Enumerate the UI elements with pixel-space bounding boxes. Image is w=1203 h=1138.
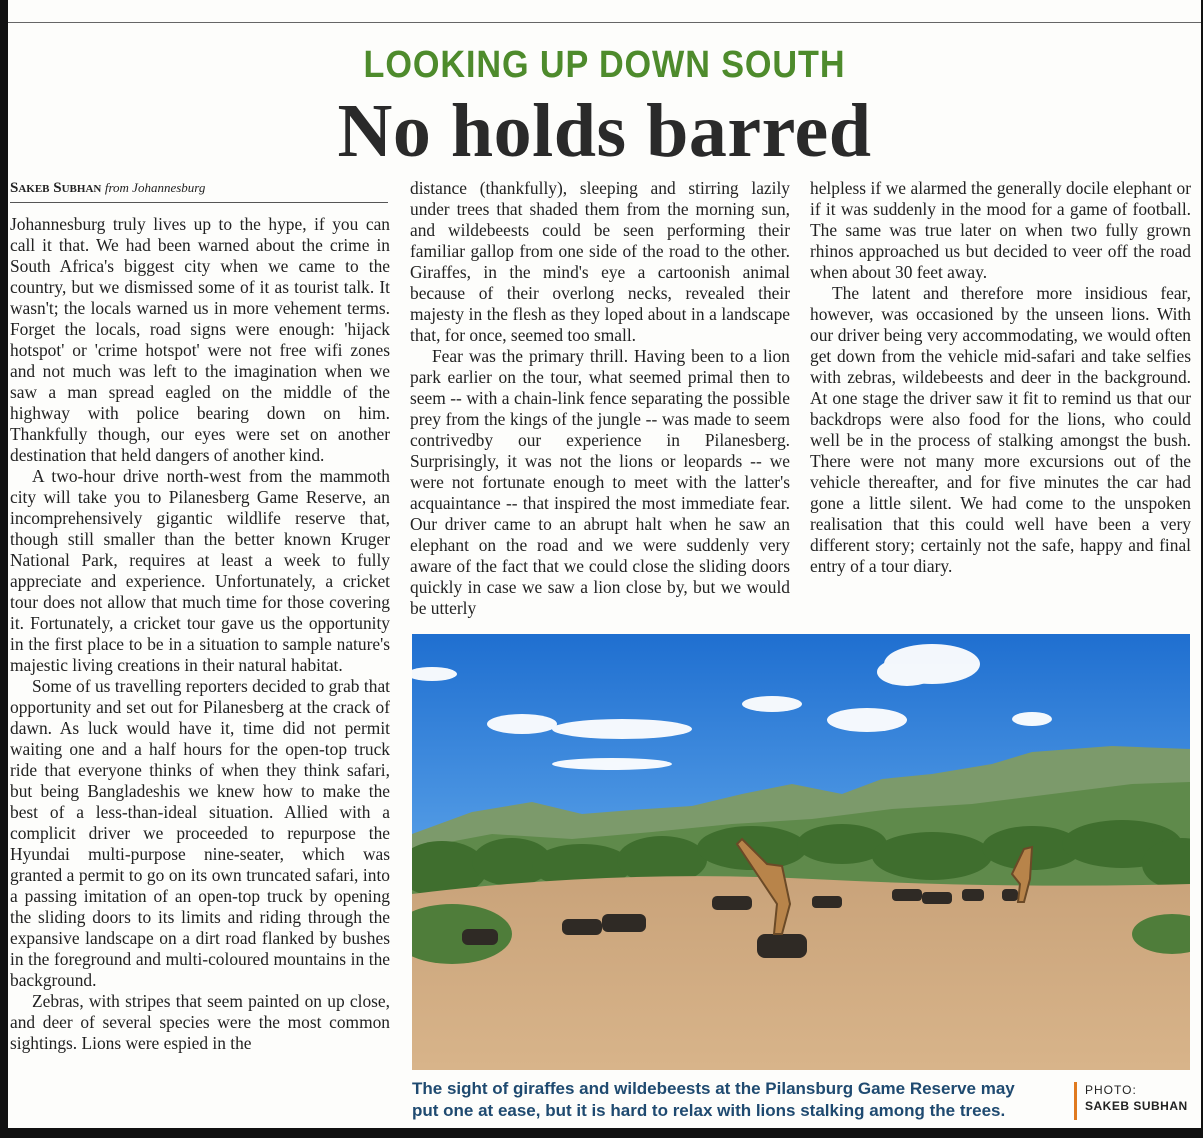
photo-credit-label: PHOTO: xyxy=(1085,1083,1137,1097)
newspaper-page xyxy=(8,0,1201,1128)
paragraph: helpless if we alarmed the generally docile elephant or if it was suddenly in the mood for a game of football. The same was true later on when two fully grown rhinos approached us but decided to veer off the road when about 30 feet away. xyxy=(810,178,1191,282)
paragraph: Johannesburg truly lives up to the hype, if you can call it that. We had been warned about the crime in South Africa's biggest city when we came to the country, but we dismissed some of it as tourist talk. It wasn't; the locals warned us in more vehement terms. Forget the locals, road signs were enough: 'hijack hotspot' or 'crime hotspot' were not free wifi zones and not much was left to the imagination when we saw a man spread eagled on the middle of the highway with police bearing down on him. Thankfully though, our eyes were set on another destination that held dangers of another kind. xyxy=(10,214,390,465)
section-kicker: LOOKING UP DOWN SOUTH xyxy=(363,44,846,86)
paragraph: distance (thankfully), sleeping and stirring lazily under trees that shaded them from the morning sun, and wildebeests could be seen performing their familiar gallop from one side of the road to the other. Giraffes, in the mind's eye a cartoonish animal because of their overlong necks, revealed their majesty in the flesh as they loped about in a landscape that, for once, seemed too small. xyxy=(410,178,790,345)
paragraph: Zebras, with stripes that seem painted on up close, and deer of several species were the most common sightings. Lions were espied in the xyxy=(10,991,390,1053)
photo-caption: The sight of giraffes and wildebeests at the Pilansburg Game Reserve may put one at ease, but it is hard to relax with lions stalking among the trees. xyxy=(412,1079,1015,1120)
byline-location: from Johannesburg xyxy=(104,180,206,195)
safari-photo xyxy=(412,634,1190,1070)
paragraph: The latent and therefore more insidious fear, however, was occasioned by the unseen lions. With our driver being very accommodating, we would often get down from the vehicle mid-safari and take selfies with zebras, wildebeests and deer in the background. At one stage the driver saw it fit to remind us that our backdrops were also food for the lions, who could well be in the process of stalking amongst the bush. There were not many more excursions out of the vehicle thereafter, and for five minutes the car had gone a little silent. We had come to the unspoken realisation that this could well have been a very different story; certainly not the safe, happy and final entry of a tour diary. xyxy=(810,283,1191,576)
article-column-1 xyxy=(10,214,390,1126)
byline xyxy=(10,180,388,203)
page-top-strip xyxy=(8,0,1201,23)
photo-credit-name: SAKEB SUBHAN xyxy=(1085,1099,1188,1113)
article-column-3 xyxy=(810,178,1191,618)
article-column-2 xyxy=(410,178,790,618)
byline-author: Sakeb Subhan xyxy=(10,180,102,196)
paragraph: A two-hour drive north-west from the mammoth city will take you to Pilanesberg Game Reserve, an incomprehensively gigantic wildlife reserve that, though still smaller than the better known Kruger National Park, requires at least a week to fully appreciate and experience. Unfortunately, a cricket tour does not allow that much time for those covering it. Fortunately, a cricket tour gave us the opportunity in the first place to be in a situation to sample nature's majestic living creations in their natural habitat. xyxy=(10,466,390,675)
photo-credit xyxy=(1074,1082,1188,1120)
headline: No holds barred xyxy=(337,89,872,173)
paragraph: Some of us travelling reporters decided to grab that opportunity and set out for Pilanesberg at the crack of dawn. As luck would have it, time did not permit waiting one and a half hours for the open-top truck ride that everyone thinks of when they think safari, but being Bangladeshis we knew how to make the best of a less-than-ideal situation. Allied with a complicit driver we proceeded to repurpose the Hyundai multi-purpose nine-seater, which was granted a permit to go on its own truncated safari, into a passing imitation of an open-top truck by opening the sliding doors to its limits and riding through the expansive landscape on a dirt road flanked by bushes in the foreground and multi-coloured mountains in the background. xyxy=(10,676,390,990)
paragraph: Fear was the primary thrill. Having been to a lion park earlier on the tour, what seemed primal then to seem -- with a chain-link fence separating the possible prey from the kings of the jungle -- was made to seem contrivedby our experience in Pilanesberg. Surprisingly, it was not the lions or leopards -- we were not fortunate enough to meet with the latter's acquaintance -- that inspired the most immediate fear. Our driver came to an abrupt halt when he saw an elephant on the road and we were suddenly very aware of the fact that we could close the sliding doors quickly in case we saw a lion close by, but we would be utterly xyxy=(410,346,790,618)
